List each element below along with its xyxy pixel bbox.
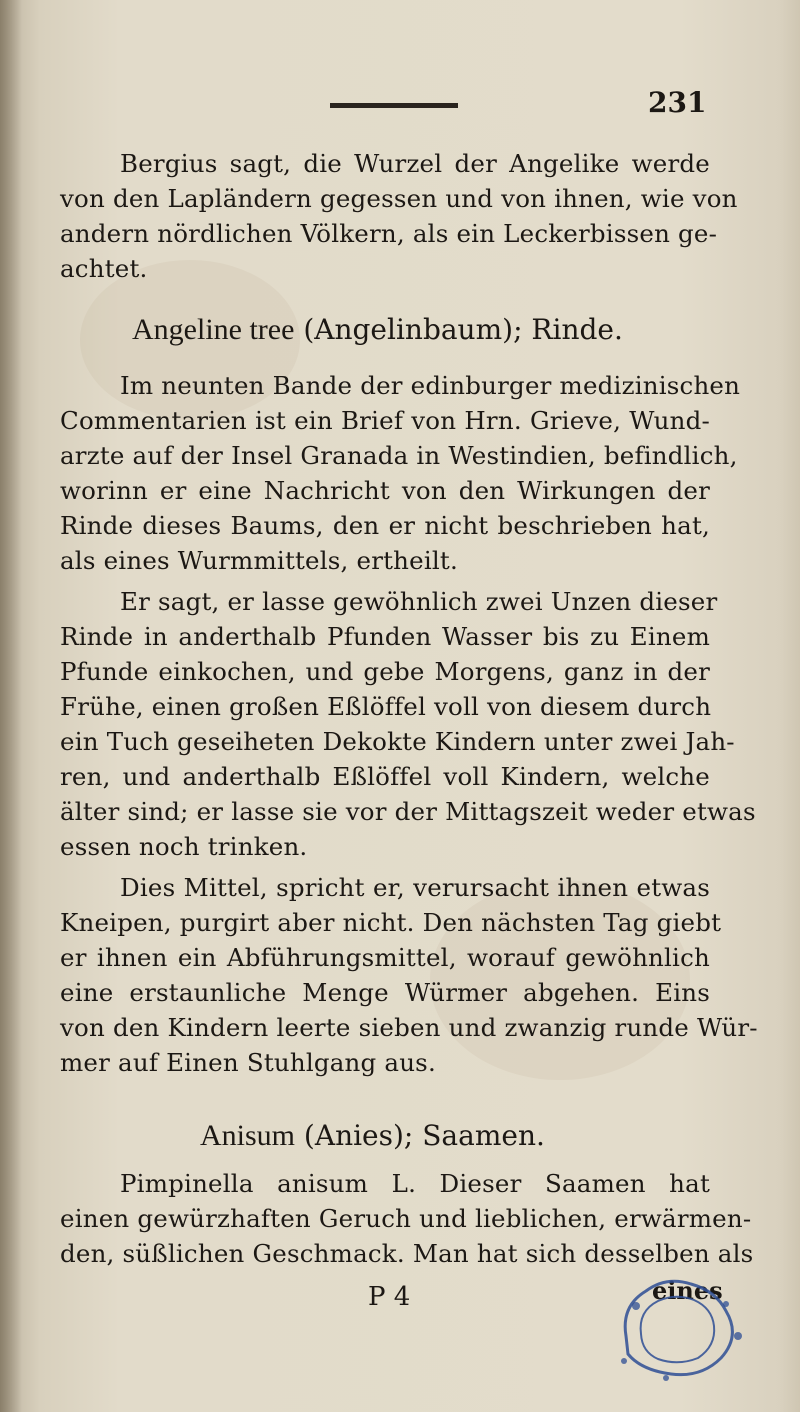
heading-rest: (Angelinbaum); Rinde. [303, 313, 623, 346]
heading-rest: (Anies); Saamen. [303, 1119, 545, 1152]
text-line: Frühe, einen großen Eßlöffel voll von diesem durch [60, 692, 712, 721]
text-line: achtet. [60, 254, 148, 283]
heading-latin: Angeline tree [132, 313, 295, 346]
library-stamp-icon [606, 1266, 756, 1386]
text-line: von den Kindern leerte sieben und zwanzig runde Wür- [60, 1013, 758, 1042]
text-line: essen noch trinken. [60, 832, 308, 861]
text-line: worinn er eine Nachricht von den Wirkungen der [60, 476, 710, 505]
text-line: von den Lapländern gegessen und von ihnen, wie von [60, 184, 738, 213]
text-line: ren, und anderthalb Eßlöffel voll Kindern, welche [60, 762, 710, 791]
text-line: er ihnen ein Abführungsmittel, worauf gewöhnlich [60, 943, 710, 972]
text-line: Rinde dieses Baums, den er nicht beschrieben hat, [60, 511, 710, 540]
text-line: Bergius sagt, die Wurzel der Angelike werde [120, 149, 710, 178]
text-line: den, süßlichen Geschmack. Man hat sich desselben als [60, 1239, 754, 1268]
text-line: Pfunde einkochen, und gebe Morgens, ganz in der [60, 657, 710, 686]
text-line: Commentarien ist ein Brief von Hrn. Grieve, Wund- [60, 406, 710, 435]
text-line: mer auf Einen Stuhlgang aus. [60, 1048, 436, 1077]
text-line: Er sagt, er lasse gewöhnlich zwei Unzen dieser [120, 587, 718, 616]
header-rule [330, 103, 458, 108]
signature-mark: P 4 [368, 1282, 411, 1312]
section-heading-angeline [132, 312, 623, 348]
text-line: Kneipen, purgirt aber nicht. Den nächsten Tag giebt [60, 908, 722, 937]
spine-shadow [0, 0, 22, 1412]
text-line: ein Tuch geseiheten Dekokte Kindern unter zwei Jah- [60, 727, 735, 756]
text-line: älter sind; er lasse sie vor der Mittagszeit weder etwas [60, 797, 756, 826]
page-number: 231 [648, 86, 707, 119]
text-line: eine erstaunliche Menge Würmer abgehen. Eins [60, 978, 710, 1007]
heading-latin: Anisum [200, 1119, 296, 1152]
text-line: Dies Mittel, spricht er, verursacht ihnen etwas [120, 873, 710, 902]
text-line: andern nördlichen Völkern, als ein Leckerbissen ge- [60, 219, 718, 248]
text-line: Rinde in anderthalb Pfunden Wasser bis zu Einem [60, 622, 710, 651]
text-line: arzte auf der Insel Granada in Westindien, befindlich, [60, 441, 738, 470]
text-line: Im neunten Bande der edinburger medizinischen [120, 371, 741, 400]
text-line: als eines Wurmmittels, ertheilt. [60, 546, 458, 575]
section-heading-anisum [200, 1118, 545, 1154]
text-line: Pimpinella anisum L. Dieser Saamen hat [120, 1169, 710, 1198]
text-line: einen gewürzhaften Geruch und lieblichen, erwärmen- [60, 1204, 752, 1233]
catchword: eines [652, 1276, 723, 1305]
